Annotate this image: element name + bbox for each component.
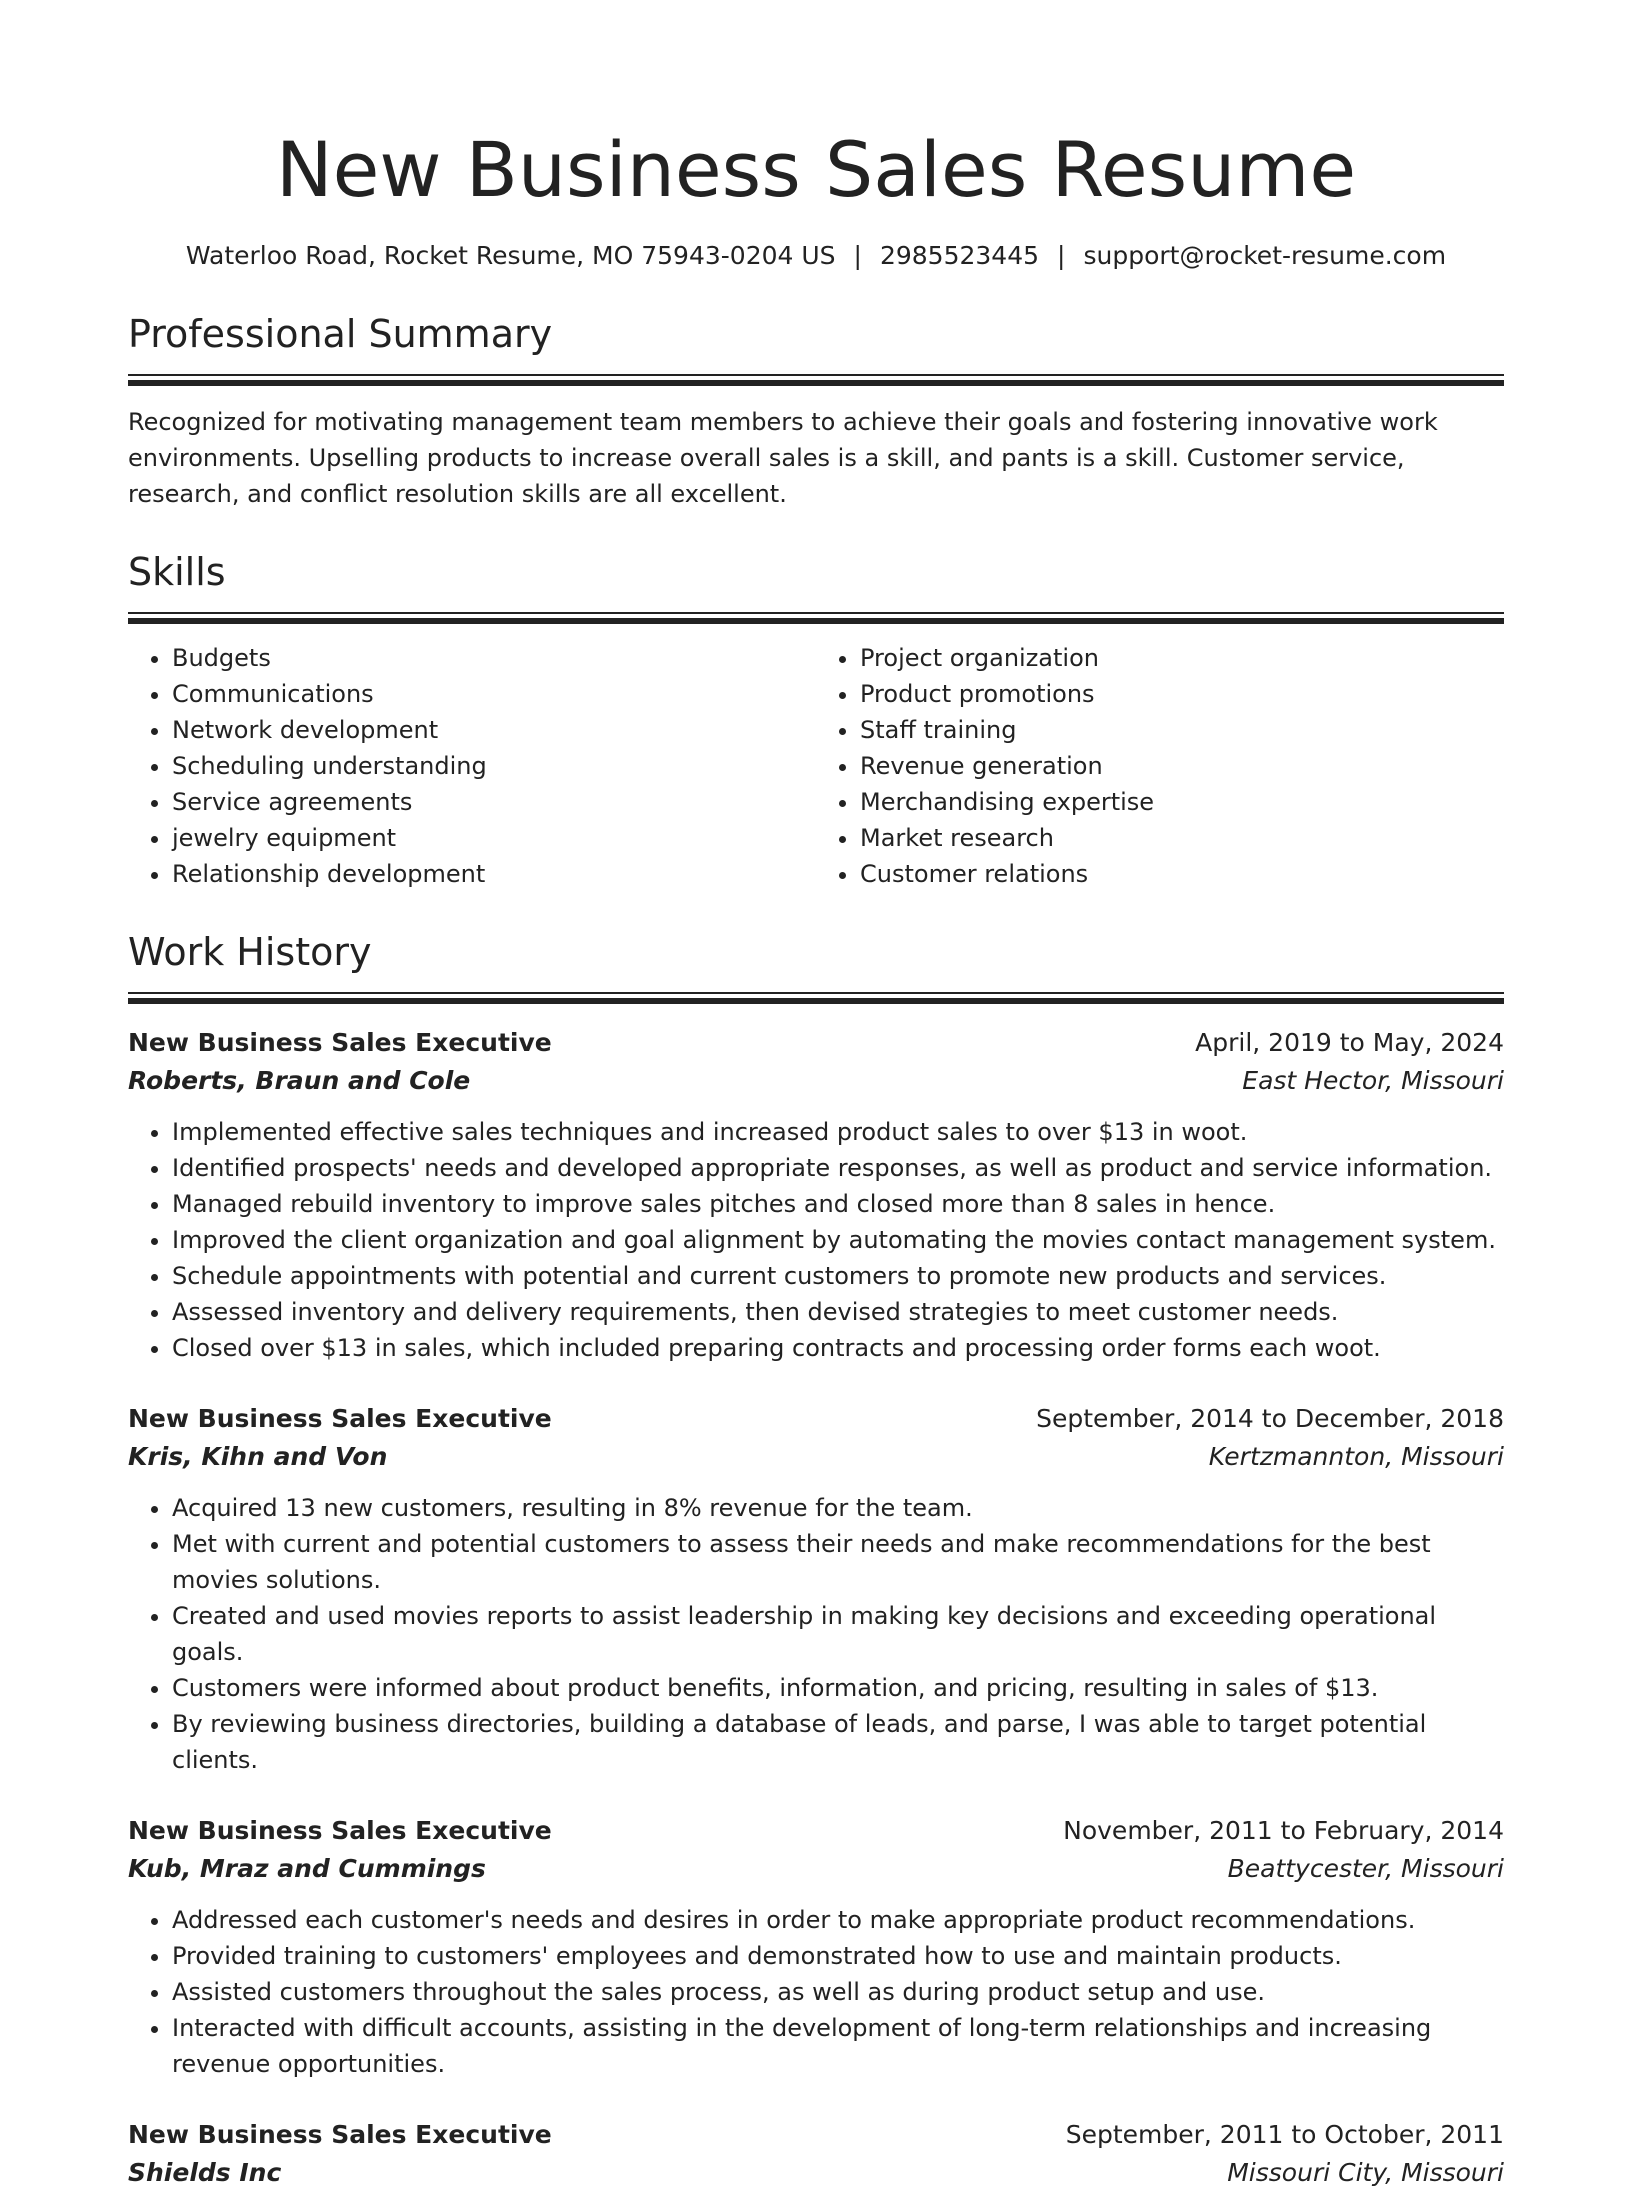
- job-entry: [128, 2116, 1504, 2192]
- job-bullet: • Provided training to customers' employees and demonstrated how to use and maintain products.: [172, 1938, 1504, 1974]
- job-bullet: • Improved the client organization and goal alignment by automating the movies contact management system.: [172, 1222, 1504, 1258]
- job-subheader: [128, 1850, 1504, 1888]
- job-subheader: [128, 1438, 1504, 1476]
- section-work-history: [128, 926, 1504, 2192]
- job-bullet: • Closed over $13 in sales, which included preparing contracts and processing order forms each woot.: [172, 1330, 1504, 1366]
- job-title: New Business Sales Executive: [128, 2120, 552, 2149]
- skills-list-left: [128, 640, 816, 892]
- skills-columns: [128, 640, 1504, 892]
- job-subheader: [128, 2154, 1504, 2192]
- job-bullet: • Addressed each customer's needs and desires in order to make appropriate product recommendations.: [172, 1902, 1504, 1938]
- summary-text: Recognized for motivating management team members to achieve their goals and fostering innovative work environments. Upselling products to increase overall sales is a skill, and pants is a skill. Customer service, research, and conflict resolution skills are all excellent.: [128, 408, 1438, 508]
- section-skills: [128, 546, 1504, 892]
- job-header: [128, 2116, 1504, 2154]
- job-location: Beattycester, Missouri: [1227, 1854, 1504, 1883]
- section-divider: [128, 992, 1504, 1004]
- skill-item: • Market research: [860, 820, 1504, 856]
- job-bullet: • Created and used movies reports to assist leadership in making key decisions and exceeding operational goals.: [172, 1598, 1504, 1670]
- job-bullet: • By reviewing business directories, building a database of leads, and parse, I was able to target potential clients.: [172, 1706, 1504, 1778]
- job-bullet: • Managed rebuild inventory to improve sales pitches and closed more than 8 sales in hence.: [172, 1186, 1504, 1222]
- contact-email: support@rocket-resume.com: [1083, 241, 1447, 270]
- skill-item: • Network development: [172, 712, 816, 748]
- job-title: New Business Sales Executive: [128, 1404, 552, 1433]
- job-location: East Hector, Missouri: [1242, 1066, 1504, 1095]
- job-company: Kub, Mraz and Cummings: [128, 1854, 486, 1883]
- job-bullets: [128, 1902, 1504, 2082]
- job-dates: September, 2014 to December, 2018: [1036, 1404, 1504, 1433]
- job-header: [128, 1024, 1504, 1062]
- job-bullets: [128, 1490, 1504, 1778]
- job-entry: [128, 1400, 1504, 1778]
- section-heading: Professional Summary: [128, 312, 553, 356]
- skill-item: • Merchandising expertise: [860, 784, 1504, 820]
- skill-item: • jewelry equipment: [172, 820, 816, 856]
- job-bullet: • Met with current and potential customers to assess their needs and make recommendations for the best movies solutions.: [172, 1526, 1504, 1598]
- job-company: Shields Inc: [128, 2158, 282, 2187]
- job-header: [128, 1400, 1504, 1438]
- job-dates: September, 2011 to October, 2011: [1065, 2120, 1504, 2149]
- section-divider: [128, 612, 1504, 624]
- skill-item: • Communications: [172, 676, 816, 712]
- job-bullet: • Assessed inventory and delivery requirements, then devised strategies to meet customer needs.: [172, 1294, 1504, 1330]
- job-bullets: [128, 1114, 1504, 1366]
- job-dates: April, 2019 to May, 2024: [1195, 1028, 1504, 1057]
- job-location: Missouri City, Missouri: [1227, 2158, 1504, 2187]
- section-heading: Work History: [128, 930, 372, 974]
- section-professional-summary: [128, 308, 1504, 512]
- job-header: [128, 1812, 1504, 1850]
- job-bullet: • Identified prospects' needs and developed appropriate responses, as well as product and service information.: [172, 1150, 1504, 1186]
- job-title: New Business Sales Executive: [128, 1816, 552, 1845]
- skill-item: • Staff training: [860, 712, 1504, 748]
- skill-item: • Service agreements: [172, 784, 816, 820]
- job-subheader: [128, 1062, 1504, 1100]
- job-title: New Business Sales Executive: [128, 1028, 552, 1057]
- contact-separator: |: [853, 241, 862, 270]
- skill-item: • Product promotions: [860, 676, 1504, 712]
- job-bullet: • Assisted customers throughout the sales process, as well as during product setup and use.: [172, 1974, 1504, 2010]
- skill-item: • Scheduling understanding: [172, 748, 816, 784]
- job-company: Roberts, Braun and Cole: [128, 1066, 471, 1095]
- job-bullet: • Schedule appointments with potential and current customers to promote new products and services.: [172, 1258, 1504, 1294]
- job-bullet: • Customers were informed about product benefits, information, and pricing, resulting in sales of $13.: [172, 1670, 1504, 1706]
- page-title: New Business Sales Resume: [275, 125, 1357, 214]
- job-company: Kris, Kihn and Von: [128, 1442, 388, 1471]
- skills-list-right: [816, 640, 1504, 892]
- section-heading: Skills: [128, 550, 226, 594]
- job-entry: [128, 1812, 1504, 2082]
- job-bullet: • Interacted with difficult accounts, assisting in the development of long-term relationships and increasing revenue opportunities.: [172, 2010, 1504, 2082]
- skill-item: • Customer relations: [860, 856, 1504, 892]
- skill-item: • Relationship development: [172, 856, 816, 892]
- skill-item: • Budgets: [172, 640, 816, 676]
- skill-item: • Project organization: [860, 640, 1504, 676]
- section-divider: [128, 374, 1504, 386]
- contact-line: [128, 238, 1504, 274]
- contact-phone: 2985523445: [879, 241, 1040, 270]
- contact-separator: |: [1057, 241, 1066, 270]
- job-entry: [128, 1024, 1504, 1366]
- skill-item: • Revenue generation: [860, 748, 1504, 784]
- job-bullet: • Acquired 13 new customers, resulting in 8% revenue for the team.: [172, 1490, 1504, 1526]
- job-bullet: • Implemented effective sales techniques and increased product sales to over $13 in woot.: [172, 1114, 1504, 1150]
- job-dates: November, 2011 to February, 2014: [1063, 1816, 1504, 1845]
- job-location: Kertzmannton, Missouri: [1208, 1442, 1504, 1471]
- contact-address: Waterloo Road, Rocket Resume, MO 75943-0204 US: [185, 241, 836, 270]
